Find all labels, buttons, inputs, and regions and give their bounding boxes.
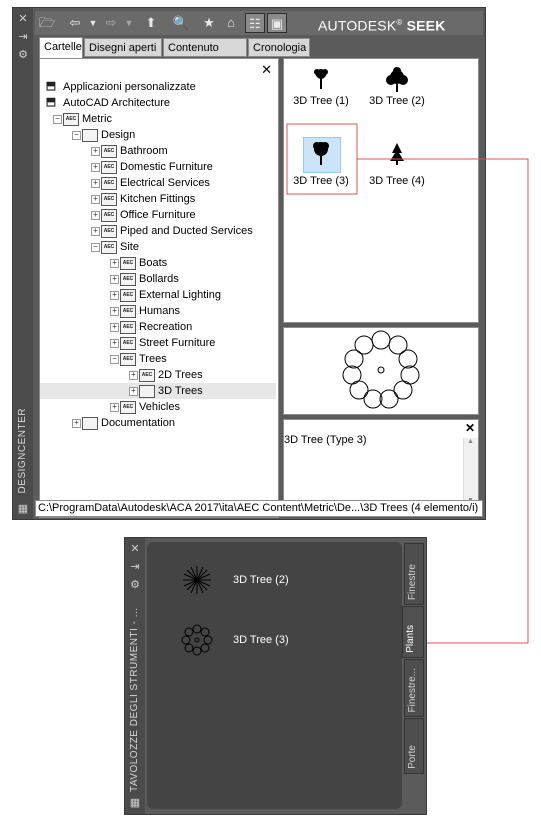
close-icon[interactable]: ✕ [130, 543, 140, 555]
close-icon[interactable]: ✕ [464, 421, 475, 435]
aec-folder-icon: AEC [120, 401, 136, 414]
app-icon: ⬒ [45, 80, 57, 92]
tool-palette-title: TAVOLOZZE DEGLI STRUMENTI - ... [129, 607, 140, 792]
aec-folder-icon: AEC [120, 321, 136, 334]
aec-folder-icon: AEC [101, 145, 117, 158]
expand-icon[interactable]: + [72, 419, 81, 428]
tree-node-label: Applicazioni personalizzate [63, 81, 196, 93]
tree-node-label: Design [101, 129, 136, 141]
expand-icon[interactable]: + [110, 323, 119, 332]
close-icon[interactable]: ✕ [18, 13, 28, 25]
tree-node-label: Documentation [101, 417, 175, 429]
tool-item[interactable] [157, 560, 397, 600]
tool-palette-sidebar [125, 538, 145, 814]
aec-folder-icon: AEC [120, 353, 136, 366]
favorites-icon[interactable]: ★ [203, 15, 215, 30]
tree-node-label: Bollards [139, 273, 179, 285]
palette-tab-label: Finestre... [407, 667, 418, 712]
tool-label: 3D Tree (3) [233, 634, 289, 646]
brand-name: AUTODESK [318, 17, 397, 34]
tree-node-label: Piped and Ducted Services [120, 225, 253, 237]
expand-icon[interactable]: + [91, 211, 100, 220]
aec-folder-icon: AEC [101, 193, 117, 206]
aec-folder-icon: AEC [101, 241, 117, 254]
back-dropdown-icon[interactable]: ▼ [88, 18, 98, 28]
grip-icon[interactable]: ▦ [129, 797, 141, 809]
tree-node-label: Vehicles [139, 401, 180, 413]
aec-folder-icon: AEC [139, 369, 155, 382]
expand-icon[interactable]: + [110, 307, 119, 316]
brand-product: SEEK [406, 17, 446, 34]
palette-content[interactable] [147, 542, 402, 809]
expand-icon[interactable]: + [91, 179, 100, 188]
tool-palette-window [124, 537, 427, 815]
palette-tab-label: Porte [407, 745, 418, 769]
expand-icon[interactable]: + [91, 195, 100, 204]
brand-mark: ® [396, 18, 403, 27]
tab-cartelle[interactable]: Cartelle [39, 37, 83, 58]
tree-node-label: Domestic Furniture [120, 161, 213, 173]
forward-dropdown-icon: ▼ [124, 18, 134, 28]
aec-folder-icon: AEC [120, 305, 136, 318]
aec-folder-icon: AEC [120, 257, 136, 270]
collapse-icon[interactable]: − [91, 243, 100, 252]
content-item-label: 3D Tree (2) [369, 95, 425, 107]
close-icon[interactable]: ✕ [261, 62, 272, 77]
tree-node-label: 3D Trees [158, 385, 203, 397]
tree-node-label: Recreation [139, 321, 193, 333]
expand-icon[interactable]: + [110, 339, 119, 348]
preview-toggle-icon[interactable]: ▣ [267, 13, 287, 33]
content-item-label: 3D Tree (3) [293, 175, 349, 187]
aec-folder-icon: AEC [101, 177, 117, 190]
aec-folder-icon: AEC [63, 113, 79, 126]
tab-contenuto-aec[interactable]: Contenuto [163, 38, 247, 57]
tree-node-label: Office Furniture [120, 209, 196, 221]
highlight-box-content [287, 124, 357, 194]
tree-node-label: 2D Trees [158, 369, 203, 381]
tree-node-label: Kitchen Fittings [120, 193, 196, 205]
expand-icon[interactable]: + [91, 163, 100, 172]
expand-icon[interactable]: + [110, 291, 119, 300]
tool-item[interactable] [157, 620, 397, 660]
palette-tab-label: Finestre [407, 563, 418, 600]
scroll-up-icon[interactable]: ▲ [467, 438, 474, 445]
load-folder-icon[interactable]: 🗁 [38, 15, 56, 30]
collapse-icon[interactable]: − [53, 115, 62, 124]
collapse-icon[interactable]: − [72, 131, 81, 140]
expand-icon[interactable]: + [91, 147, 100, 156]
expand-icon[interactable]: + [110, 403, 119, 412]
designcenter-title: DESIGNCENTER [17, 408, 28, 494]
aec-folder-icon: AEC [120, 289, 136, 302]
palette-tab-finestre-2[interactable] [404, 659, 424, 717]
tree-node-label: External Lighting [139, 289, 221, 301]
palette-tab-label: Plants [405, 625, 416, 653]
expand-icon[interactable]: + [129, 371, 138, 380]
tree-tool-icon [177, 560, 217, 600]
status-bar: C:\ProgramData\Autodesk\ACA 2017\ita\AEC Content\Metric\De...\3D Trees (4 elemento/i) [35, 500, 483, 517]
grip-icon[interactable]: ▦ [17, 503, 29, 515]
content-item-label: 3D Tree (1) [293, 95, 349, 107]
tree-node-label: Electrical Services [120, 177, 210, 189]
aec-folder-icon: AEC [101, 161, 117, 174]
tree-view-toggle-icon[interactable]: ☷ [245, 13, 265, 33]
tree-node-label: Trees [139, 353, 167, 365]
expand-icon[interactable]: + [91, 227, 100, 236]
expand-icon[interactable]: + [129, 387, 138, 396]
collapse-icon[interactable]: − [110, 355, 119, 364]
app-icon: ⬒ [45, 96, 57, 108]
home-icon[interactable]: ⌂ [227, 15, 235, 30]
tree-plan-tool-icon [177, 620, 217, 660]
tree-node-label: Street Furniture [139, 337, 216, 349]
search-icon[interactable]: 🔍 [172, 15, 190, 30]
autohide-icon[interactable]: ⇥ [18, 31, 28, 43]
tree-node-label: Humans [139, 305, 180, 317]
palette-tab-plants[interactable] [402, 606, 424, 658]
autohide-icon[interactable]: ⇥ [130, 561, 140, 573]
tab-cronologia[interactable]: Cronologia [248, 38, 310, 57]
aec-folder-icon: AEC [120, 337, 136, 350]
aec-folder-icon: AEC [120, 273, 136, 286]
aec-folder-icon: AEC [101, 225, 117, 238]
properties-gear-icon[interactable]: ⚙ [18, 49, 28, 61]
up-folder-icon[interactable]: ⬆ [145, 15, 157, 30]
back-icon[interactable]: ⇦ [69, 15, 81, 30]
tree-node-label: Bathroom [120, 145, 168, 157]
expand-icon[interactable]: + [110, 259, 119, 268]
palette-tab-finestre[interactable] [404, 543, 424, 605]
tree-node-label: Site [120, 241, 139, 253]
properties-gear-icon[interactable]: ⚙ [130, 579, 140, 591]
tree-node-label: Boats [139, 257, 168, 269]
palette-tab-porte[interactable] [404, 718, 424, 774]
tree-node-label: AutoCAD Architecture [63, 97, 170, 109]
tool-label: 3D Tree (2) [233, 574, 289, 586]
tab-disegni-aperti[interactable]: Disegni aperti [84, 38, 162, 57]
content-item-label: 3D Tree (4) [369, 175, 425, 187]
forward-icon: ⇨ [105, 15, 117, 30]
description-text: 3D Tree (Type 3) [284, 434, 367, 446]
expand-icon[interactable]: + [110, 275, 119, 284]
aec-folder-icon: AEC [101, 209, 117, 222]
tree-node-label: Metric [82, 113, 112, 125]
